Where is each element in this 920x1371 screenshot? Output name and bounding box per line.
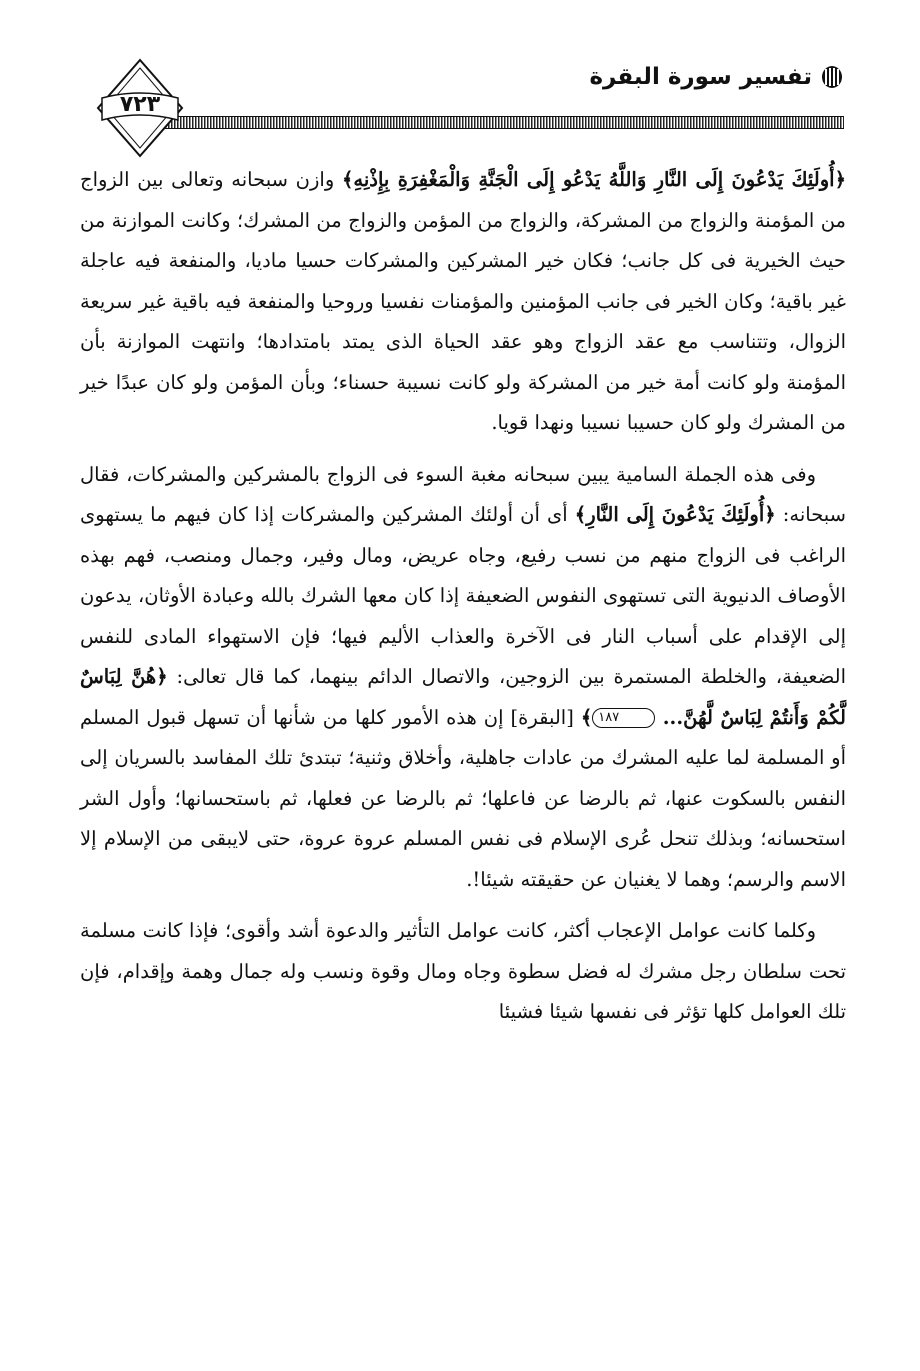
text-run: وازن سبحانه وتعالى بين الزواج من المؤمنة والزواج من المشركة، والزواج من المؤمن والزواج من المشرك؛ وكانت الموازنة من حيث الخيرية فى كل جانب؛ فكان خير المشركين والمشركات حسيا ماديا، والمنفعة فيه عاجلة غير باقية؛ وكان الخير فى جانب المؤمنين والمؤمنات نفسيا وروحيا والمنفعة فيه باقية غير سريعة الزوال، وتتناسب مع عقد الزواج وهو عقد الحياة الذى يمتد بامتدادها؛ وانتهت الموازنة بأن المؤمنة ولو كانت أمة خير من المشركة ولو كانت نسيبة حسناء؛ وبأن المؤمن ولو كان عبدًا خير من المشرك ولو كان حسيبا نسيبا ونهدا قويا.: [80, 168, 846, 434]
quran-quote: ﴾: [580, 705, 593, 729]
text-run: [البقرة] إن هذه الأمور كلها من شأنها أن تسهل قبول المسلم أو المسلمة لما عليه المشرك من عادات جاهلية، وأخلاق وثنية؛ تبتدئ تلك المفاسد بالسريان إلى النفس بالسكوت عنها، ثم بالرضا عن فاعلها؛ ثم بالرضا عن فعلها، ثم باستحسانها؛ وأول الشر استحسانه؛ وبذلك تنحل عُرى الإسلام فى نفس المسلم عروة عروة، حتى لايبقى من الإسلام إلا الاسم والرسم؛ وهما لا يغنيان عن حقيقته شيئا!.: [80, 705, 846, 891]
paragraph: [80, 160, 846, 444]
running-head: [589, 64, 844, 90]
ornament-icon: [820, 64, 844, 90]
paragraph: [80, 455, 846, 901]
quran-quote: ﴿أُولَئِكَ يَدْعُونَ إِلَى النَّارِ وَاللَّهُ يَدْعُو إِلَى الْجَنَّةِ وَالْمَغْفِرَةِ بِإِذْنِهِ﴾: [342, 168, 847, 191]
page-number-badge: [96, 58, 184, 158]
paragraph: [80, 911, 846, 1033]
page-header: [96, 58, 844, 158]
header-rule: [144, 116, 844, 129]
ayah-number: ١٨٧: [592, 708, 655, 728]
text-run: وكلما كانت عوامل الإعجاب أكثر، كانت عوامل التأثير والدعوة أشد وأقوى؛ فإذا كانت مسلمة تحت سلطان رجل مشرك له فضل سطوة وجاه ومال وقوة ونسب وله جمال وهمة وإقدام، فإن تلك العوامل كلها تؤثر فى نفسها شيئا فشيئا: [80, 919, 846, 1023]
body-text: [80, 160, 846, 1033]
quran-quote: ﴿هُنَّ لِبَاسٌ لَّكُمْ وَأَنتُمْ لِبَاسٌ لَّهُنَّ...: [80, 665, 846, 729]
page-title: تفسير سورة البقرة: [589, 64, 812, 90]
text-run: وفى هذه الجملة السامية يبين سبحانه مغبة السوء فى الزواج بالمشركين والمشركات، فقال سبحانه:: [80, 462, 847, 526]
text-run: أى أن أولئك المشركين والمشركات إذا كان فيهم ما يستهوى الراغب فى الزواج منهم من نسب رفيع، وجاه عريض، ومال وفير، وجمال ومنصب، فهم بهذه الأوصاف الدنيوية التى تستهوى النفوس الضعيفة إذا كان معها الشرك بالله وعبادة الأوثان، يدعون إلى الإقدام على أسباب النار فى الآخرة والعذاب الأليم فيها؛ فإن الاستهواء المادى للنفس الضعيفة، والخلطة المستمرة بين الزوجين، والاتصال الدائم بينهما، كما قال تعالى:: [80, 503, 846, 688]
quran-quote: ﴿أُولَئِكَ يَدْعُونَ إِلَى النَّارِ﴾: [574, 503, 776, 526]
page-number: ٧٢٣: [119, 92, 161, 117]
